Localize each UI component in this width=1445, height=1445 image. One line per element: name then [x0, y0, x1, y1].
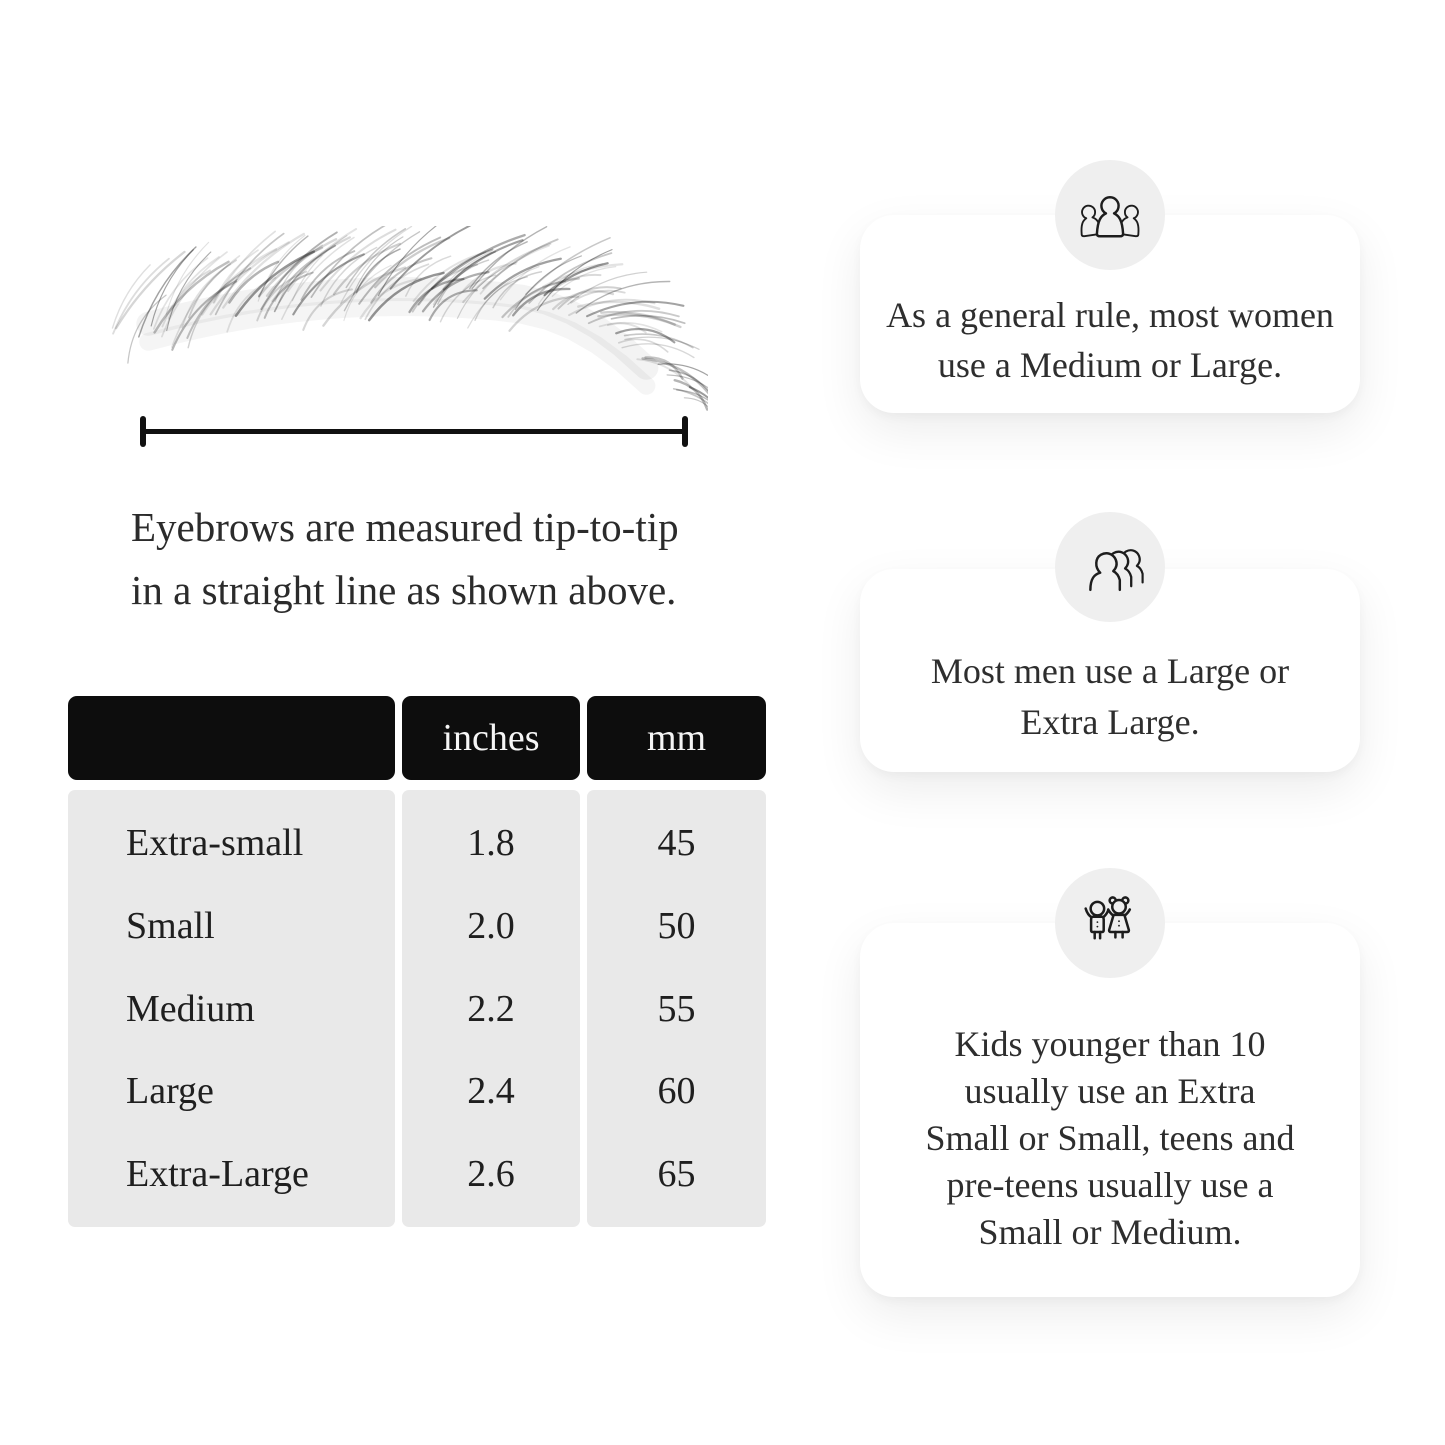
size-label: Extra-small: [126, 822, 304, 864]
women-group-icon: [1055, 160, 1165, 270]
table-header-inches: inches: [402, 696, 580, 780]
inches-value: 2.6: [467, 1153, 515, 1195]
card-text-line: use a Medium or Large.: [937, 345, 1283, 385]
kids-guideline-text: [926, 1021, 1295, 1256]
men-group-icon: [1055, 512, 1165, 622]
mm-value: 60: [657, 1070, 696, 1113]
kids-icon: [1055, 868, 1165, 978]
size-label: Small: [126, 904, 215, 947]
inches-value: 2.2: [467, 987, 515, 1030]
card-text-line: Most men use a Large or: [930, 650, 1290, 691]
table-header-mm: mm: [587, 696, 766, 780]
card-text-line: usually use an Extra: [964, 1070, 1256, 1111]
inches-value: 2.0: [467, 904, 515, 947]
women-guideline-text: [886, 290, 1334, 390]
mm-value: 65: [657, 1153, 696, 1195]
measurement-tick-right: [682, 416, 688, 447]
card-text-line: Small or Medium.: [978, 1211, 1242, 1252]
table-row: [68, 804, 766, 882]
kids-guideline-card: [860, 923, 1360, 1297]
measurement-bar: [140, 429, 688, 434]
measurement-line: [140, 416, 688, 447]
card-text-line: Kids younger than 10: [954, 1023, 1266, 1064]
eyebrow-illustration: [108, 226, 708, 438]
card-text-line: Small or Small, teens and: [925, 1117, 1295, 1158]
inches-value: 1.8: [467, 822, 515, 864]
table-row: [68, 1052, 766, 1130]
size-label: Large: [126, 1070, 214, 1113]
inches-value: 2.4: [467, 1070, 515, 1113]
table-row: [68, 970, 766, 1048]
table-row: [68, 887, 766, 965]
mm-value: 55: [657, 987, 696, 1030]
mm-value: 50: [657, 904, 696, 947]
table-row: [68, 1135, 766, 1213]
measurement-caption: [131, 496, 771, 622]
size-label: Medium: [126, 987, 255, 1030]
mm-value: 45: [657, 822, 696, 864]
size-table-rows: [68, 790, 766, 1227]
measurement-caption-line2: in a straight line as shown above.: [131, 567, 677, 613]
men-guideline-text: [931, 646, 1289, 748]
table-header-size: [68, 696, 395, 780]
measurement-caption-line1: Eyebrows are measured tip-to-tip: [131, 504, 679, 550]
card-text-line: pre-teens usually use a: [946, 1164, 1274, 1205]
card-text-line: Extra Large.: [1020, 701, 1200, 742]
card-text-line: As a general rule, most women: [886, 295, 1334, 335]
size-label: Extra-Large: [126, 1153, 309, 1195]
